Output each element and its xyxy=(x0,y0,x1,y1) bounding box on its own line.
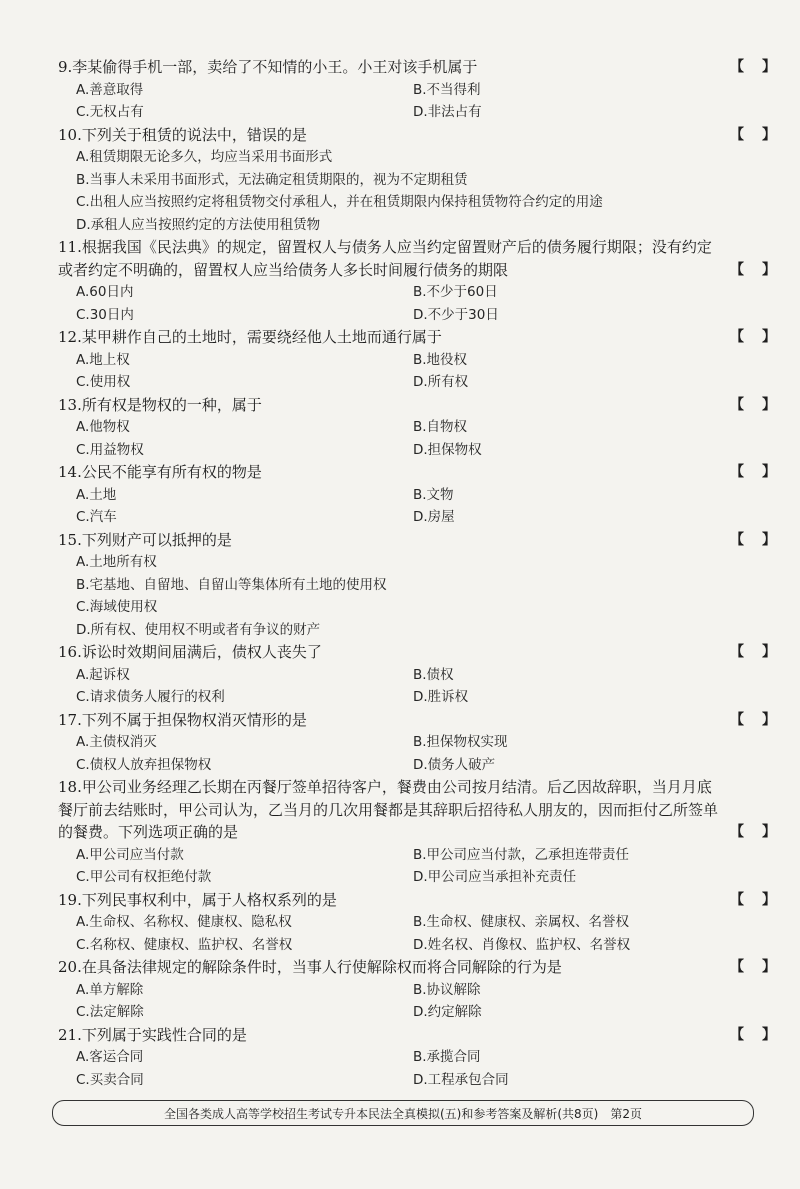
answer-option: D.约定解除 xyxy=(413,1004,482,1020)
question-stem xyxy=(58,641,776,664)
answer-option: C.无权占有 xyxy=(76,104,144,120)
answer-option: D.胜诉权 xyxy=(413,689,469,705)
answer-option: D.不少于30日 xyxy=(413,306,499,323)
bracket-close: 】 xyxy=(762,711,776,728)
option-list xyxy=(58,79,776,124)
question-text: 11.根据我国《民法典》的规定，留置权人与债务人应当约定留置财产后的债务履行期限；没有约定或者约定不明确的，留置权人应当给债务人多长时间履行债务的期限 xyxy=(58,238,712,279)
bracket-close: 】 xyxy=(762,329,776,345)
question-text: 9.李某偷得手机一部，卖给了不知情的小王。小王对该手机属于 xyxy=(58,58,478,76)
question xyxy=(58,776,776,889)
answer-option: B.文物 xyxy=(413,486,454,503)
answer-option: A.单方解除 xyxy=(76,981,144,998)
answer-option: A.起诉权 xyxy=(76,666,130,683)
question xyxy=(58,709,776,777)
answer-option: C.法定解除 xyxy=(76,1004,144,1020)
answer-option: B.不少于60日 xyxy=(413,284,498,300)
answer-option: C.买卖合同 xyxy=(76,1071,144,1088)
question-text: 21.下列属于实践性合同的是 xyxy=(58,1025,247,1044)
answer-option: C.海域使用权 xyxy=(76,599,158,615)
question-stem xyxy=(58,56,776,79)
answer-option: B.不当得利 xyxy=(413,81,481,98)
answer-option: A.地上权 xyxy=(76,351,130,368)
footer-text: 全国各类成人高等学校招生考试专升本民法全真模拟(五)和参考答案及解析(共8页) 第2页 xyxy=(164,1106,642,1121)
question xyxy=(58,641,776,709)
answer-option: B.甲公司应当付款，乙承担连带责任 xyxy=(413,846,630,863)
bracket-open: 【 xyxy=(730,1026,744,1043)
question-stem xyxy=(58,461,776,484)
answer-option: D.所有权 xyxy=(413,374,469,390)
answer-option: A.60日内 xyxy=(76,284,134,300)
bracket-close: 】 xyxy=(762,531,776,548)
question-text: 16.诉讼时效期间届满后，债权人丧失了 xyxy=(58,643,322,661)
option-list xyxy=(58,551,776,641)
question xyxy=(58,56,776,124)
option-list xyxy=(58,416,776,461)
question-stem xyxy=(58,776,776,844)
answer-option: B.地役权 xyxy=(413,351,468,368)
question-stem xyxy=(58,1024,776,1047)
question-text: 12.某甲耕作自己的土地时，需要绕经他人土地而通行属于 xyxy=(58,328,442,346)
answer-option: C.30日内 xyxy=(76,306,134,323)
question-text: 17.下列不属于担保物权消灭情形的是 xyxy=(58,710,307,729)
answer-option: C.请求债务人履行的权利 xyxy=(76,689,225,705)
option-list xyxy=(58,349,776,394)
question-text: 18.甲公司业务经理乙长期在丙餐厅签单招待客户，餐费由公司按月结清。后乙因故辞职，当月月底餐厅前去结账时，甲公司认为，乙当月的几次用餐都是其辞职后招待私人朋友的，因而拒付乙所签单的餐费。下列选项正确的是 xyxy=(58,778,719,841)
bracket-open: 【 xyxy=(730,959,744,975)
question xyxy=(58,1024,776,1092)
answer-option: B.协议解除 xyxy=(413,981,481,998)
answer-bracket xyxy=(730,394,776,417)
answer-bracket xyxy=(730,326,776,349)
answer-option: C.出租人应当按照约定将租赁物交付承租人，并在租赁期限内保持租赁物符合约定的用途 xyxy=(76,194,603,210)
answer-bracket xyxy=(730,821,776,844)
answer-bracket xyxy=(730,889,776,912)
answer-option: C.甲公司有权拒绝付款 xyxy=(76,869,212,885)
question-text: 13.所有权是物权的一种，属于 xyxy=(58,395,262,414)
question-text: 15.下列财产可以抵押的是 xyxy=(58,530,232,549)
answer-option: C.债权人放弃担保物权 xyxy=(76,756,212,773)
bracket-open: 【 xyxy=(730,59,744,75)
question-text: 19.下列民事权利中，属于人格权系列的是 xyxy=(58,890,337,909)
answer-option: D.姓名权、肖像权、监护权、名誉权 xyxy=(413,936,631,953)
answer-bracket xyxy=(730,1024,776,1047)
answer-option: C.使用权 xyxy=(76,374,131,390)
question-text: 10.下列关于租赁的说法中，错误的是 xyxy=(58,125,307,144)
answer-option: D.工程承包合同 xyxy=(413,1071,509,1088)
page-footer xyxy=(52,1100,754,1126)
question-stem xyxy=(58,956,776,979)
bracket-open: 【 xyxy=(730,824,744,840)
bracket-close: 】 xyxy=(762,1026,776,1043)
question-text: 14.公民不能享有所有权的物是 xyxy=(58,463,262,481)
question xyxy=(58,394,776,462)
answer-option: D.所有权、使用权不明或者有争议的财产 xyxy=(76,621,321,638)
answer-option: A.租赁期限无论多久，均应当采用书面形式 xyxy=(76,149,333,165)
option-list xyxy=(58,146,776,236)
question xyxy=(58,461,776,529)
question-list xyxy=(58,56,776,1091)
answer-option: B.生命权、健康权、亲属权、名誉权 xyxy=(413,914,630,930)
answer-option: A.生命权、名称权、健康权、隐私权 xyxy=(76,914,292,930)
answer-option: D.担保物权 xyxy=(413,441,482,458)
bracket-open: 【 xyxy=(730,126,744,143)
bracket-open: 【 xyxy=(730,531,744,548)
option-list xyxy=(58,979,776,1024)
answer-option: A.善意取得 xyxy=(76,81,144,98)
bracket-close: 】 xyxy=(762,126,776,143)
bracket-close: 】 xyxy=(762,59,776,75)
answer-bracket xyxy=(730,259,776,282)
question-text: 20.在具备法律规定的解除条件时，当事人行使解除权而将合同解除的行为是 xyxy=(58,958,562,976)
bracket-open: 【 xyxy=(730,711,744,728)
bracket-close: 】 xyxy=(762,261,776,278)
answer-option: C.汽车 xyxy=(76,509,117,525)
bracket-close: 】 xyxy=(762,959,776,975)
answer-option: A.客运合同 xyxy=(76,1049,144,1065)
question-stem xyxy=(58,236,776,281)
question xyxy=(58,889,776,957)
bracket-open: 【 xyxy=(730,644,744,660)
answer-option: C.用益物权 xyxy=(76,441,144,458)
option-list xyxy=(58,731,776,776)
question xyxy=(58,956,776,1024)
question xyxy=(58,529,776,642)
option-list xyxy=(58,1046,776,1091)
answer-bracket xyxy=(730,641,776,664)
question xyxy=(58,124,776,237)
answer-option: B.宅基地、自留地、自留山等集体所有土地的使用权 xyxy=(76,576,387,593)
bracket-open: 【 xyxy=(730,329,744,345)
answer-option: B.债权 xyxy=(413,666,454,683)
bracket-open: 【 xyxy=(730,891,744,908)
answer-bracket xyxy=(730,461,776,484)
bracket-close: 】 xyxy=(762,824,776,840)
answer-option: A.土地所有权 xyxy=(76,554,157,570)
answer-bracket xyxy=(730,709,776,732)
question-stem xyxy=(58,394,776,417)
answer-option: B.承揽合同 xyxy=(413,1049,481,1065)
option-list xyxy=(58,911,776,956)
answer-bracket xyxy=(730,56,776,79)
answer-option: A.主债权消灭 xyxy=(76,734,157,750)
answer-option: B.担保物权实现 xyxy=(413,734,508,750)
bracket-open: 【 xyxy=(730,396,744,413)
answer-option: B.当事人未采用书面形式，无法确定租赁期限的，视为不定期租赁 xyxy=(76,171,468,188)
answer-option: D.债务人破产 xyxy=(413,756,496,773)
option-list xyxy=(58,664,776,709)
answer-option: D.房屋 xyxy=(413,509,455,525)
bracket-close: 】 xyxy=(762,891,776,908)
answer-option: B.自物权 xyxy=(413,419,468,435)
answer-bracket xyxy=(730,529,776,552)
bracket-open: 【 xyxy=(730,464,744,480)
option-list xyxy=(58,484,776,529)
answer-option: D.非法占有 xyxy=(413,104,482,120)
answer-option: A.甲公司应当付款 xyxy=(76,846,184,863)
answer-option: D.甲公司应当承担补充责任 xyxy=(413,869,577,885)
bracket-close: 】 xyxy=(762,464,776,480)
answer-option: A.土地 xyxy=(76,486,117,503)
bracket-close: 】 xyxy=(762,396,776,413)
question-stem xyxy=(58,124,776,147)
bracket-close: 】 xyxy=(762,644,776,660)
bracket-open: 【 xyxy=(730,261,744,278)
question xyxy=(58,326,776,394)
question-stem xyxy=(58,709,776,732)
question xyxy=(58,236,776,326)
option-list xyxy=(58,844,776,889)
answer-option: C.名称权、健康权、监护权、名誉权 xyxy=(76,936,293,953)
question-stem xyxy=(58,889,776,912)
question-stem xyxy=(58,326,776,349)
answer-bracket xyxy=(730,124,776,147)
option-list xyxy=(58,281,776,326)
answer-bracket xyxy=(730,956,776,979)
question-stem xyxy=(58,529,776,552)
answer-option: A.他物权 xyxy=(76,419,130,435)
answer-option: D.承租人应当按照约定的方法使用租赁物 xyxy=(76,216,321,233)
